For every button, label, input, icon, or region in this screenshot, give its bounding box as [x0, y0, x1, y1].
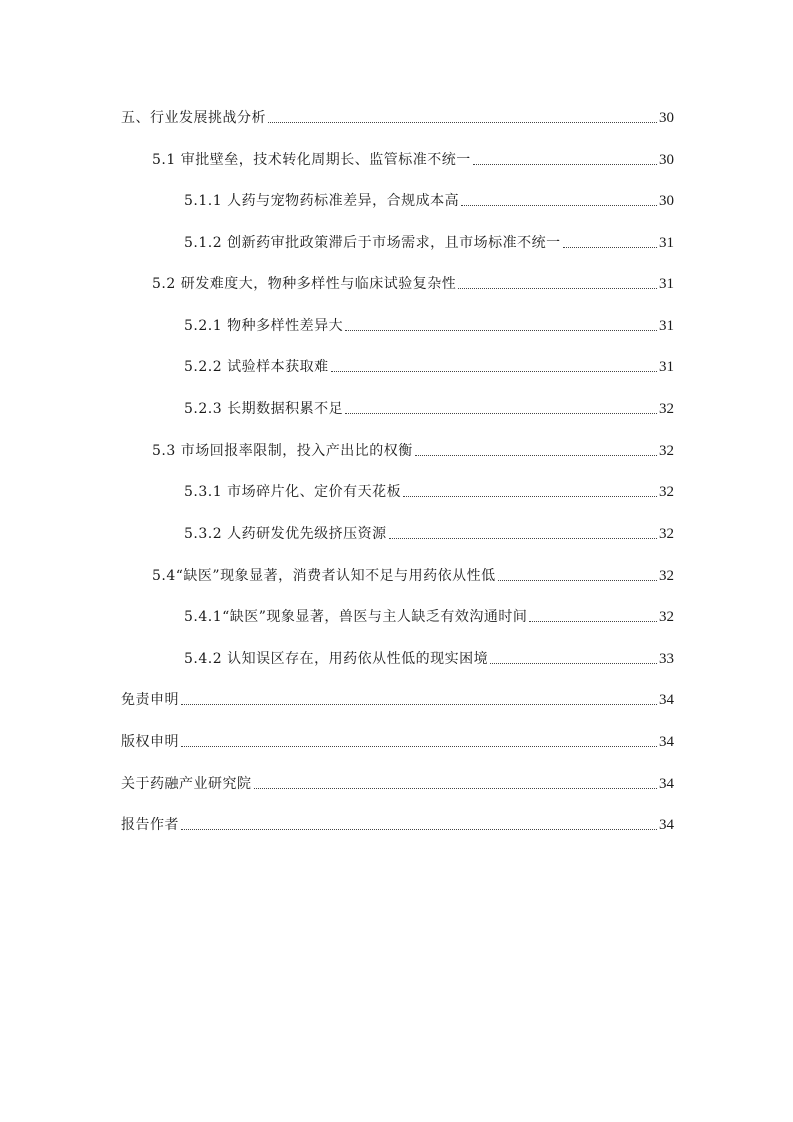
dot-leader: [403, 496, 657, 497]
dot-leader: [181, 829, 657, 830]
dot-leader: [389, 538, 657, 539]
toc-entry-page-number: 32: [659, 609, 674, 625]
toc-entry-title: 5.3 市场回报率限制，投入产出比的权衡: [152, 443, 413, 459]
toc-entry-5-3-1[interactable]: [184, 480, 674, 502]
toc-entry-5-1[interactable]: [152, 148, 674, 170]
toc-entry-title: 5.1.1 人药与宠物药标准差异，合规成本高: [184, 193, 460, 209]
dot-leader: [181, 704, 657, 705]
dot-leader: [268, 122, 657, 123]
dot-leader: [345, 413, 657, 414]
toc-entry-page-number: 33: [659, 651, 674, 667]
toc-entry-5-3-2[interactable]: [184, 522, 674, 544]
dot-leader: [563, 247, 657, 248]
dot-leader: [331, 371, 657, 372]
toc-entry-page-number: 30: [659, 152, 674, 168]
toc-entry-title: 5.3.2 人药研发优先级挤压资源: [184, 526, 387, 542]
toc-entry-5-2[interactable]: [152, 272, 674, 294]
toc-entry-5-4-1[interactable]: [184, 605, 674, 627]
toc-entry-title: 5.1.2 创新药审批政策滞后于市场需求，且市场标准不统一: [184, 235, 561, 251]
toc-entry-page-number: 34: [659, 776, 674, 792]
dot-leader: [415, 455, 657, 456]
toc-entry-page-number: 32: [659, 484, 674, 500]
toc-entry-title: 5.2.3 长期数据积累不足: [184, 401, 344, 417]
dot-leader: [498, 580, 657, 581]
toc-entry-page-number: 32: [659, 443, 674, 459]
toc-entry-page-number: 32: [659, 526, 674, 542]
dot-leader: [254, 788, 658, 789]
dot-leader: [458, 288, 657, 289]
toc-entry-page-number: 30: [659, 193, 674, 209]
toc-entry-5-3[interactable]: [152, 439, 674, 461]
toc-entry-5-2-3[interactable]: [184, 397, 674, 419]
toc-entry-page-number: 34: [659, 692, 674, 708]
toc-entry-title: 关于药融产业研究院: [121, 776, 252, 792]
toc-entry-page-number: 31: [659, 235, 674, 251]
toc-entry-about[interactable]: [121, 772, 674, 794]
toc-entry-title: 5.3.1 市场碎片化、定价有天花板: [184, 484, 402, 500]
dot-leader: [490, 663, 657, 664]
toc-entry-title: 5.2.1 物种多样性差异大: [184, 318, 344, 334]
toc-entry-5-2-2[interactable]: [184, 355, 674, 377]
toc-entry-page-number: 34: [659, 734, 674, 750]
toc-entry-5-4-2[interactable]: [184, 647, 674, 669]
toc-entry-page-number: 31: [659, 318, 674, 334]
dot-leader: [473, 164, 657, 165]
toc-entry-page-number: 30: [659, 110, 674, 126]
toc-entry-5-2-1[interactable]: [184, 314, 674, 336]
toc-entry-title: 免责申明: [121, 692, 179, 708]
toc-entry-section-5[interactable]: [121, 106, 674, 128]
toc-entry-page-number: 32: [659, 568, 674, 584]
dot-leader: [529, 621, 657, 622]
toc-entry-title: 5.2 研发难度大，物种多样性与临床试验复杂性: [152, 276, 457, 292]
toc-entry-5-4[interactable]: [152, 564, 674, 586]
toc-entry-title: 版权申明: [121, 734, 179, 750]
dot-leader: [181, 746, 657, 747]
dot-leader: [345, 330, 657, 331]
toc-entry-title: 5.4.1“缺医”现象显著，兽医与主人缺乏有效沟通时间: [184, 609, 528, 625]
toc-entry-page-number: 34: [659, 817, 674, 833]
toc-entry-title: 五、行业发展挑战分析: [121, 110, 266, 126]
toc-entry-page-number: 31: [659, 359, 674, 375]
toc-entry-title: 5.2.2 试验样本获取难: [184, 359, 329, 375]
toc-entry-disclaimer[interactable]: [121, 688, 674, 710]
toc-entry-copyright[interactable]: [121, 730, 674, 752]
toc-entry-5-1-2[interactable]: [184, 231, 674, 253]
toc-entry-title: 5.1 审批壁垒，技术转化周期长、监管标准不统一: [152, 152, 471, 168]
dot-leader: [461, 205, 657, 206]
toc-entry-authors[interactable]: [121, 813, 674, 835]
toc-entry-title: 5.4.2 认知误区存在，用药依从性低的现实困境: [184, 651, 489, 667]
toc-entry-page-number: 32: [659, 401, 674, 417]
toc-entry-page-number: 31: [659, 276, 674, 292]
toc-entry-title: 报告作者: [121, 817, 179, 833]
toc-entry-5-1-1[interactable]: [184, 189, 674, 211]
toc-entry-title: 5.4“缺医”现象显著，消费者认知不足与用药依从性低: [152, 568, 496, 584]
